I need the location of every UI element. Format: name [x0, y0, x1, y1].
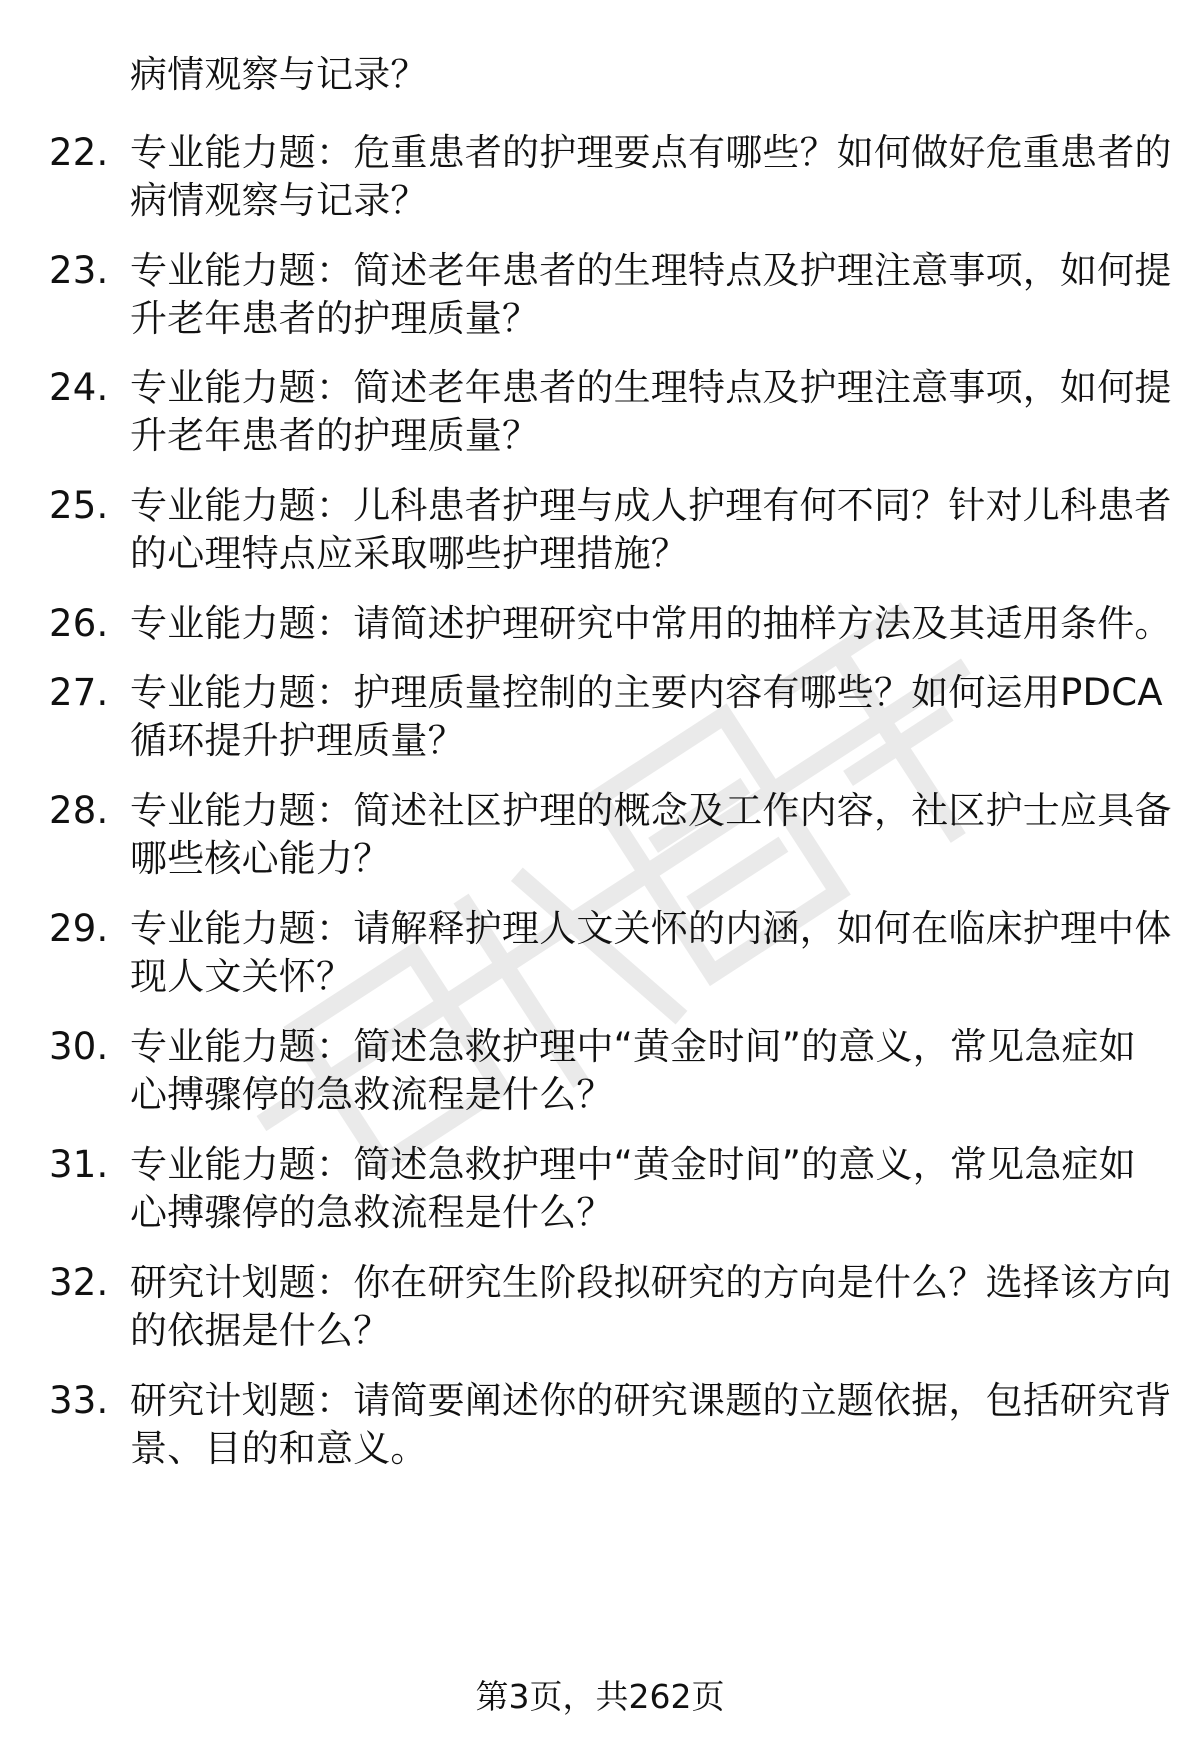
- continued-line: [0, 48, 1200, 102]
- list-item: [0, 1020, 1200, 1074]
- list-item: [0, 1138, 1200, 1192]
- item-text: 景、目的和意义。: [130, 1427, 428, 1470]
- item-text: 专业能力题：请简述护理研究中常用的抽样方法及其适用条件。: [130, 602, 1172, 645]
- item-text: 的依据是什么？: [130, 1309, 391, 1352]
- list-item-continuation: [0, 832, 1200, 886]
- list-item: [0, 1374, 1200, 1428]
- list-item-continuation: [0, 292, 1200, 346]
- item-number: 26.: [49, 602, 109, 645]
- page-footer: 第3页，共262页: [475, 1677, 725, 1716]
- item-text: 专业能力题：简述社区护理的概念及工作内容，社区护士应具备: [130, 789, 1172, 832]
- list-item-continuation: [0, 174, 1200, 228]
- item-text: 研究计划题：你在研究生阶段拟研究的方向是什么？选择该方向: [130, 1261, 1172, 1304]
- item-text: 病情观察与记录？: [130, 179, 428, 222]
- item-text: 专业能力题：简述老年患者的生理特点及护理注意事项，如何提: [130, 249, 1172, 292]
- list-item-continuation: [0, 1068, 1200, 1122]
- item-number: 31.: [49, 1143, 109, 1186]
- item-number: 28.: [49, 789, 109, 832]
- item-text: 专业能力题：简述急救护理中“黄金时间”的意义，常见急症如: [130, 1025, 1136, 1068]
- list-item: [0, 902, 1200, 956]
- list-item: [0, 597, 1200, 651]
- list-item: [0, 244, 1200, 298]
- item-text: 升老年患者的护理质量？: [130, 414, 540, 457]
- item-text: 现人文关怀？: [130, 955, 354, 998]
- item-number: 27.: [49, 671, 109, 714]
- item-text: 专业能力题：危重患者的护理要点有哪些？如何做好危重患者的: [130, 131, 1172, 174]
- item-number: 23.: [49, 249, 109, 292]
- list-item: [0, 666, 1200, 720]
- item-number: 33.: [49, 1379, 109, 1422]
- list-item: [0, 361, 1200, 415]
- item-text: 专业能力题：简述急救护理中“黄金时间”的意义，常见急症如: [130, 1143, 1136, 1186]
- item-text: 专业能力题：护理质量控制的主要内容有哪些？如何运用PDCA: [130, 671, 1163, 714]
- list-item-continuation: [0, 409, 1200, 463]
- list-item: [0, 1256, 1200, 1310]
- item-text: 专业能力题：儿科患者护理与成人护理有何不同？针对儿科患者: [130, 484, 1172, 527]
- list-item-continuation: [0, 714, 1200, 768]
- list-item: [0, 479, 1200, 533]
- item-number: 29.: [49, 907, 109, 950]
- item-text: 心搏骤停的急救流程是什么？: [130, 1191, 614, 1234]
- item-text: 哪些核心能力？: [130, 837, 391, 880]
- list-item-continuation: [0, 527, 1200, 581]
- list-item-continuation: [0, 1422, 1200, 1476]
- item-text: 研究计划题：请简要阐述你的研究课题的立题依据，包括研究背: [130, 1379, 1172, 1422]
- list-item-continuation: [0, 1304, 1200, 1358]
- item-text: 循环提升护理质量？: [130, 719, 465, 762]
- item-number: 32.: [49, 1261, 109, 1304]
- item-number: 24.: [49, 366, 109, 409]
- item-text: 专业能力题：请解释护理人文关怀的内涵，如何在临床护理中体: [130, 907, 1172, 950]
- list-item-continuation: [0, 950, 1200, 1004]
- item-number: 30.: [49, 1025, 109, 1068]
- item-text: 升老年患者的护理质量？: [130, 297, 540, 340]
- list-item: [0, 784, 1200, 838]
- list-item-continuation: [0, 1186, 1200, 1240]
- item-text: 的心理特点应采取哪些护理措施？: [130, 532, 688, 575]
- item-number: 22.: [49, 131, 109, 174]
- item-text: 心搏骤停的急救流程是什么？: [130, 1073, 614, 1116]
- item-text: 专业能力题：简述老年患者的生理特点及护理注意事项，如何提: [130, 366, 1172, 409]
- continued-text: 病情观察与记录？: [130, 53, 428, 96]
- item-number: 25.: [49, 484, 109, 527]
- list-item: [0, 126, 1200, 180]
